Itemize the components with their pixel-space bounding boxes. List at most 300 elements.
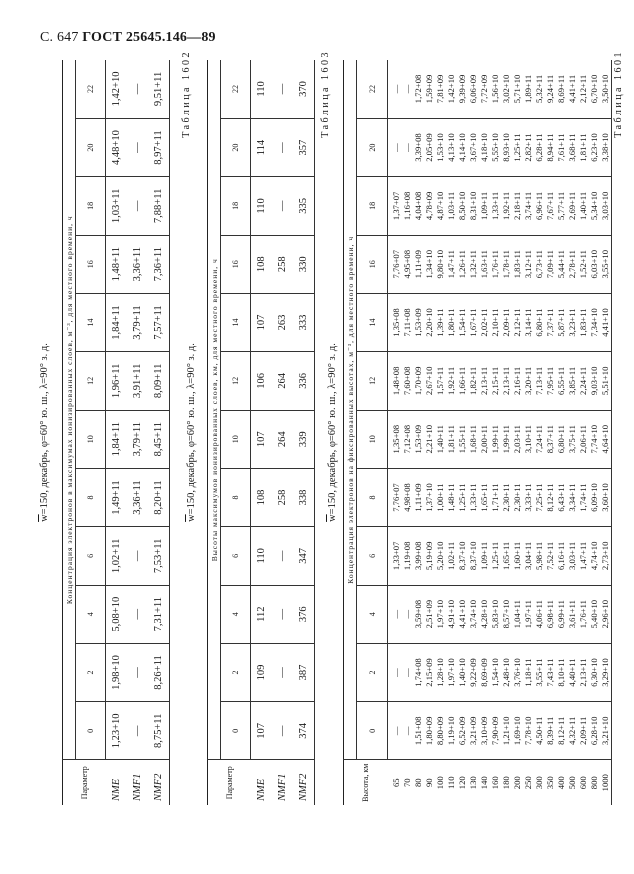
hour-header: 2: [76, 643, 106, 701]
value-cell: 1,33+11: [468, 468, 479, 526]
value-cell: 357: [293, 118, 315, 176]
value-cell: 1,18+11: [523, 643, 534, 701]
hour-header: 2: [357, 643, 388, 701]
value-cell: 1,04+11: [512, 585, 523, 643]
value-cell: 2,48+10: [501, 643, 512, 701]
value-cell: 7,12+08: [402, 410, 413, 468]
value-cell: 7,43+11: [545, 643, 556, 701]
caption-w: $\overline{w}$: [327, 514, 338, 522]
value-cell: 8,69+09: [479, 643, 490, 701]
table-row: [148, 60, 170, 805]
value-cell: 1,76+11: [578, 585, 589, 643]
value-cell: 3,33+11: [523, 468, 534, 526]
value-cell: 3,74+10: [468, 585, 479, 643]
value-cell: 1,97+11: [523, 585, 534, 643]
value-cell: 1,92+11: [446, 352, 457, 410]
value-cell: 7,76+07: [388, 235, 403, 293]
value-cell: 1,67+11: [468, 293, 479, 351]
value-cell: 6,28+10: [589, 702, 600, 760]
value-cell: —: [388, 702, 403, 760]
row-label: 800: [589, 760, 600, 805]
hour-header: 10: [357, 410, 388, 468]
value-cell: 1,25+11: [512, 118, 523, 176]
value-cell: 3,91+11: [127, 352, 148, 410]
value-cell: 7,52+11: [545, 527, 556, 585]
value-cell: 3,36+11: [127, 235, 148, 293]
hour-header: 0: [76, 702, 106, 760]
table-label-1602: Таблица 1602: [181, 50, 192, 138]
value-cell: 4,78+09: [424, 177, 435, 235]
value-cell: 6,73+11: [534, 235, 545, 293]
table-row: [106, 60, 128, 805]
value-cell: 6,80+11: [534, 293, 545, 351]
value-cell: 8,12+11: [556, 702, 567, 760]
table-row: [388, 60, 403, 805]
value-cell: 6,23+10: [589, 118, 600, 176]
value-cell: 3,67+10: [468, 118, 479, 176]
value-cell: 3,03+11: [567, 527, 578, 585]
value-cell: 1,48+08: [388, 352, 403, 410]
value-cell: 7,25+11: [534, 468, 545, 526]
value-cell: 3,36+11: [127, 468, 148, 526]
value-cell: 1,19+10: [446, 702, 457, 760]
value-cell: 2,10+11: [490, 293, 501, 351]
value-cell: 5,51+10: [600, 352, 612, 410]
value-cell: 108: [251, 468, 273, 526]
hour-header: 18: [221, 177, 251, 235]
value-cell: 1,00+11: [435, 468, 446, 526]
value-cell: 5,87+11: [556, 293, 567, 351]
value-cell: 1,02+11: [106, 527, 128, 585]
value-cell: 2,09+11: [578, 702, 589, 760]
value-cell: 1,19+08: [402, 527, 413, 585]
value-cell: 1,48+11: [446, 468, 457, 526]
value-cell: 2,00+11: [479, 410, 490, 468]
caption-text: =150, декабрь, φ=60° ю. ш., λ=90° з. д.: [39, 343, 50, 515]
value-cell: 107: [251, 702, 273, 760]
table-row: [435, 60, 446, 805]
value-cell: 4,48+10: [106, 118, 128, 176]
hour-header: 12: [221, 352, 251, 410]
value-cell: 6,43+11: [556, 468, 567, 526]
value-cell: 1,70+09: [413, 352, 424, 410]
value-cell: 8,20+11: [148, 468, 170, 526]
value-cell: 1,11+09: [413, 468, 424, 526]
value-cell: 1,57+11: [435, 352, 446, 410]
value-cell: 1,21+10: [501, 702, 512, 760]
value-cell: 2,03+11: [512, 410, 523, 468]
table-row: [127, 60, 148, 805]
value-cell: 264: [272, 352, 293, 410]
value-cell: 3,59+08: [413, 585, 424, 643]
value-cell: 1,37+07: [388, 177, 403, 235]
table-row: [424, 60, 435, 805]
hour-header: 12: [357, 352, 388, 410]
value-cell: 3,12+11: [523, 235, 534, 293]
value-cell: 5,34+10: [589, 177, 600, 235]
value-cell: 2,21+10: [424, 410, 435, 468]
value-cell: 1,63+11: [479, 235, 490, 293]
value-cell: —: [402, 60, 413, 118]
row-label: 110: [446, 760, 457, 805]
value-cell: 1,99+11: [490, 410, 501, 468]
value-cell: 1,89+11: [523, 60, 534, 118]
value-cell: 1,97+10: [446, 643, 457, 701]
hour-header: 8: [221, 468, 251, 526]
hour-header: 10: [76, 410, 106, 468]
value-cell: 4,87+10: [435, 177, 446, 235]
value-cell: 2,82+11: [523, 118, 534, 176]
table-caption: [39, 60, 50, 805]
value-cell: 3,61+11: [567, 585, 578, 643]
value-cell: 8,26+11: [148, 643, 170, 701]
hour-header: 22: [76, 60, 106, 118]
value-cell: 4,14+10: [457, 118, 468, 176]
value-cell: 2,78+11: [567, 235, 578, 293]
value-cell: 2,30+11: [512, 468, 523, 526]
hour-header: 4: [76, 585, 106, 643]
table-row: [413, 60, 424, 805]
table-row: [578, 60, 589, 805]
row-label: 100: [435, 760, 446, 805]
value-cell: 7,60+08: [402, 352, 413, 410]
table-label-1603: Таблица 1603: [320, 50, 331, 138]
value-cell: 1,99+11: [501, 410, 512, 468]
value-cell: —: [272, 527, 293, 585]
value-cell: 7,37+11: [545, 293, 556, 351]
value-cell: 5,55+10: [490, 118, 501, 176]
value-cell: 5,40+10: [589, 585, 600, 643]
value-cell: 5,20+10: [435, 527, 446, 585]
value-cell: 5,77+11: [556, 177, 567, 235]
table-row: [402, 60, 413, 805]
value-cell: 6,98+11: [545, 585, 556, 643]
row-label: 350: [545, 760, 556, 805]
value-cell: 2,12+11: [578, 60, 589, 118]
value-cell: 106: [251, 352, 273, 410]
row-label: NMF2: [293, 760, 315, 805]
value-cell: —: [272, 643, 293, 701]
hour-header: 14: [221, 293, 251, 351]
hour-header: 8: [76, 468, 106, 526]
value-cell: —: [272, 118, 293, 176]
value-cell: 1,54+11: [457, 293, 468, 351]
value-cell: 4,50+11: [534, 702, 545, 760]
value-cell: 2,51+09: [424, 585, 435, 643]
value-cell: 264: [272, 410, 293, 468]
hour-header: 4: [357, 585, 388, 643]
value-cell: 107: [251, 293, 273, 351]
value-cell: —: [272, 585, 293, 643]
value-cell: —: [127, 177, 148, 235]
value-cell: 1,83+11: [578, 293, 589, 351]
value-cell: 110: [251, 177, 273, 235]
value-cell: —: [127, 118, 148, 176]
value-cell: 4,28+10: [479, 585, 490, 643]
value-cell: 6,28+11: [534, 118, 545, 176]
value-cell: 1,53+09: [413, 293, 424, 351]
value-cell: 376: [293, 585, 315, 643]
value-cell: 1,56+10: [490, 60, 501, 118]
table-row: [468, 60, 479, 805]
value-cell: 1,54+10: [490, 643, 501, 701]
value-cell: 3,04+11: [523, 527, 534, 585]
table-caption: [327, 60, 338, 805]
value-cell: 1,33+07: [388, 527, 403, 585]
table-row: [545, 60, 556, 805]
value-cell: 1,55+11: [457, 410, 468, 468]
table-row: [479, 60, 490, 805]
table-row: [523, 60, 534, 805]
row-label: NMF1: [127, 760, 148, 805]
value-cell: 2,69+11: [567, 177, 578, 235]
value-cell: 6,96+11: [534, 177, 545, 235]
hour-header: 0: [357, 702, 388, 760]
value-cell: 4,98+08: [402, 468, 413, 526]
table-row: [293, 60, 315, 805]
value-cell: 7,95+11: [545, 352, 556, 410]
caption-text: =150, декабрь, φ=60° ю. ш., λ=90° з. д.: [186, 343, 197, 515]
row-label: 120: [457, 760, 468, 805]
value-cell: 2,13+11: [501, 352, 512, 410]
value-cell: 1,81+11: [446, 410, 457, 468]
value-cell: 338: [293, 468, 315, 526]
table-row: [490, 60, 501, 805]
value-cell: 4,40+11: [567, 643, 578, 701]
value-cell: 109: [251, 643, 273, 701]
hour-header: 14: [76, 293, 106, 351]
hour-header: 16: [357, 235, 388, 293]
group-header: Высоты максимумов ионизированных слоев, км, для местного времени, ч: [208, 60, 221, 760]
page-number: С. 647: [40, 30, 79, 45]
value-cell: —: [272, 60, 293, 118]
value-cell: 1,76+11: [490, 235, 501, 293]
value-cell: 1,65+11: [479, 468, 490, 526]
value-cell: 4,74+10: [589, 527, 600, 585]
value-cell: —: [127, 527, 148, 585]
value-cell: 8,37+11: [545, 410, 556, 468]
value-cell: 7,53+11: [148, 527, 170, 585]
value-cell: 8,93+10: [501, 118, 512, 176]
value-cell: 6,80+11: [556, 410, 567, 468]
value-cell: 8,57+10: [501, 585, 512, 643]
value-cell: 8,45+11: [148, 410, 170, 468]
value-cell: 8,50+10: [457, 177, 468, 235]
hour-header: 6: [221, 527, 251, 585]
value-cell: 9,22+09: [468, 643, 479, 701]
value-cell: 4,04+08: [413, 177, 424, 235]
value-cell: 1,74+11: [578, 468, 589, 526]
value-cell: 8,09+11: [148, 352, 170, 410]
value-cell: 1,03+11: [106, 177, 128, 235]
value-cell: 7,78+10: [523, 702, 534, 760]
value-cell: 112: [251, 585, 273, 643]
value-cell: 3,21+10: [600, 702, 612, 760]
value-cell: 5,08+10: [106, 585, 128, 643]
value-cell: 2,20+10: [424, 293, 435, 351]
value-cell: 3,21+09: [468, 702, 479, 760]
value-cell: 7,36+11: [148, 235, 170, 293]
value-cell: —: [272, 177, 293, 235]
value-cell: 1,32+11: [468, 235, 479, 293]
value-cell: 1,80+09: [424, 702, 435, 760]
value-cell: 2,18+11: [512, 177, 523, 235]
value-cell: —: [402, 643, 413, 701]
value-cell: 3,38+10: [600, 118, 612, 176]
value-cell: 1,81+11: [578, 118, 589, 176]
value-cell: 4,41+10: [600, 293, 612, 351]
value-cell: 1,25+11: [457, 468, 468, 526]
value-cell: 335: [293, 177, 315, 235]
value-cell: 1,98+10: [106, 643, 128, 701]
value-cell: 3,34+11: [567, 468, 578, 526]
value-cell: —: [388, 585, 403, 643]
value-cell: 1,42+10: [446, 60, 457, 118]
value-cell: 3,10+09: [479, 702, 490, 760]
value-cell: 4,06+11: [534, 585, 545, 643]
value-cell: 1,40+10: [457, 643, 468, 701]
value-cell: 1,97+10: [435, 585, 446, 643]
value-cell: 8,12+11: [545, 468, 556, 526]
value-cell: 2,15+11: [490, 352, 501, 410]
hour-header: 18: [76, 177, 106, 235]
value-cell: 5,83+10: [490, 585, 501, 643]
value-cell: 1,49+11: [106, 468, 128, 526]
value-cell: 370: [293, 60, 315, 118]
value-cell: 1,35+08: [388, 293, 403, 351]
value-cell: 4,64+10: [600, 410, 612, 468]
value-cell: 8,31+10: [468, 177, 479, 235]
data-table: [62, 60, 170, 805]
value-cell: 1,53+09: [413, 410, 424, 468]
value-cell: 7,76+07: [388, 468, 403, 526]
value-cell: 333: [293, 293, 315, 351]
value-cell: 1,26+11: [457, 235, 468, 293]
value-cell: 2,16+11: [512, 352, 523, 410]
value-cell: 374: [293, 702, 315, 760]
hour-header: 20: [76, 118, 106, 176]
value-cell: 5,44+11: [556, 235, 567, 293]
value-cell: 9,24+11: [545, 60, 556, 118]
value-cell: 7,09+11: [545, 235, 556, 293]
row-label: NME: [251, 760, 273, 805]
value-cell: 3,55+10: [600, 235, 612, 293]
value-cell: 347: [293, 527, 315, 585]
value-cell: 7,88+11: [148, 177, 170, 235]
hour-header: 0: [221, 702, 251, 760]
value-cell: 4,18+10: [479, 118, 490, 176]
row-label: 1000: [600, 760, 612, 805]
value-cell: 258: [272, 468, 293, 526]
value-cell: 4,32+11: [567, 702, 578, 760]
value-cell: —: [127, 702, 148, 760]
value-cell: 6,55+11: [556, 352, 567, 410]
value-cell: 4,41+10: [457, 585, 468, 643]
value-cell: 2,12+11: [512, 293, 523, 351]
row-label: NME: [106, 760, 128, 805]
value-cell: 4,41+11: [567, 60, 578, 118]
row-label: 180: [501, 760, 512, 805]
hour-header: 22: [357, 60, 388, 118]
first-column-header: Параметр: [63, 760, 106, 805]
value-cell: 110: [251, 60, 273, 118]
value-cell: 8,97+11: [148, 118, 170, 176]
value-cell: 1,52+11: [578, 235, 589, 293]
value-cell: 6,06+09: [468, 60, 479, 118]
row-label: 200: [512, 760, 523, 805]
value-cell: 8,39+11: [545, 702, 556, 760]
value-cell: 3,02+10: [501, 60, 512, 118]
value-cell: 1,59+09: [424, 60, 435, 118]
first-column-header: Высота, км: [344, 760, 388, 805]
value-cell: 1,40+11: [578, 177, 589, 235]
value-cell: 8,10+11: [556, 643, 567, 701]
row-label: 65: [388, 760, 403, 805]
row-label: NMF2: [148, 760, 170, 805]
value-cell: 6,70+10: [589, 60, 600, 118]
value-cell: 1,16+08: [402, 177, 413, 235]
row-label: 80: [413, 760, 424, 805]
row-label: 140: [479, 760, 490, 805]
value-cell: 3,55+11: [534, 643, 545, 701]
value-cell: 263: [272, 293, 293, 351]
value-cell: 387: [293, 643, 315, 701]
value-cell: 336: [293, 352, 315, 410]
value-cell: 2,73+10: [600, 527, 612, 585]
value-cell: 3,99+08: [413, 527, 424, 585]
value-cell: —: [388, 643, 403, 701]
value-cell: 2,96+10: [600, 585, 612, 643]
value-cell: 1,68+11: [468, 410, 479, 468]
value-cell: —: [127, 60, 148, 118]
data-table: [343, 60, 612, 805]
table-row: [251, 60, 273, 805]
value-cell: 2,15+09: [424, 643, 435, 701]
value-cell: 1,65+11: [501, 527, 512, 585]
value-cell: 3,50+10: [600, 60, 612, 118]
value-cell: 5,19+09: [424, 527, 435, 585]
value-cell: 330: [293, 235, 315, 293]
hour-header: 18: [357, 177, 388, 235]
group-header: Концентрация электронов в максимумах ионизированных слоев, м⁻³, для местного времени, ч: [63, 60, 76, 760]
value-cell: 258: [272, 235, 293, 293]
hour-header: 8: [357, 468, 388, 526]
value-cell: 1,39+11: [435, 293, 446, 351]
first-column-header: Параметр: [208, 760, 251, 805]
hour-header: 2: [221, 643, 251, 701]
value-cell: 8,37+10: [468, 527, 479, 585]
value-cell: 2,06+11: [578, 410, 589, 468]
value-cell: 3,14+11: [523, 293, 534, 351]
group-header: Концентрация электронов на фиксированных высотах, м⁻³, для местного времени, ч: [344, 60, 357, 760]
row-label: 500: [567, 760, 578, 805]
hour-header: 12: [76, 352, 106, 410]
value-cell: 1,60+11: [512, 527, 523, 585]
value-cell: 3,85+11: [567, 352, 578, 410]
value-cell: 2,13+11: [479, 352, 490, 410]
value-cell: 1,96+11: [106, 352, 128, 410]
row-label: 600: [578, 760, 589, 805]
value-cell: 1,09+11: [479, 527, 490, 585]
value-cell: 1,47+11: [578, 527, 589, 585]
value-cell: 8,69+11: [556, 60, 567, 118]
hour-header: 6: [357, 527, 388, 585]
hour-header: 20: [357, 118, 388, 176]
value-cell: 1,66+11: [457, 352, 468, 410]
value-cell: 3,79+11: [127, 410, 148, 468]
value-cell: 110: [251, 527, 273, 585]
value-cell: 1,72+08: [413, 60, 424, 118]
